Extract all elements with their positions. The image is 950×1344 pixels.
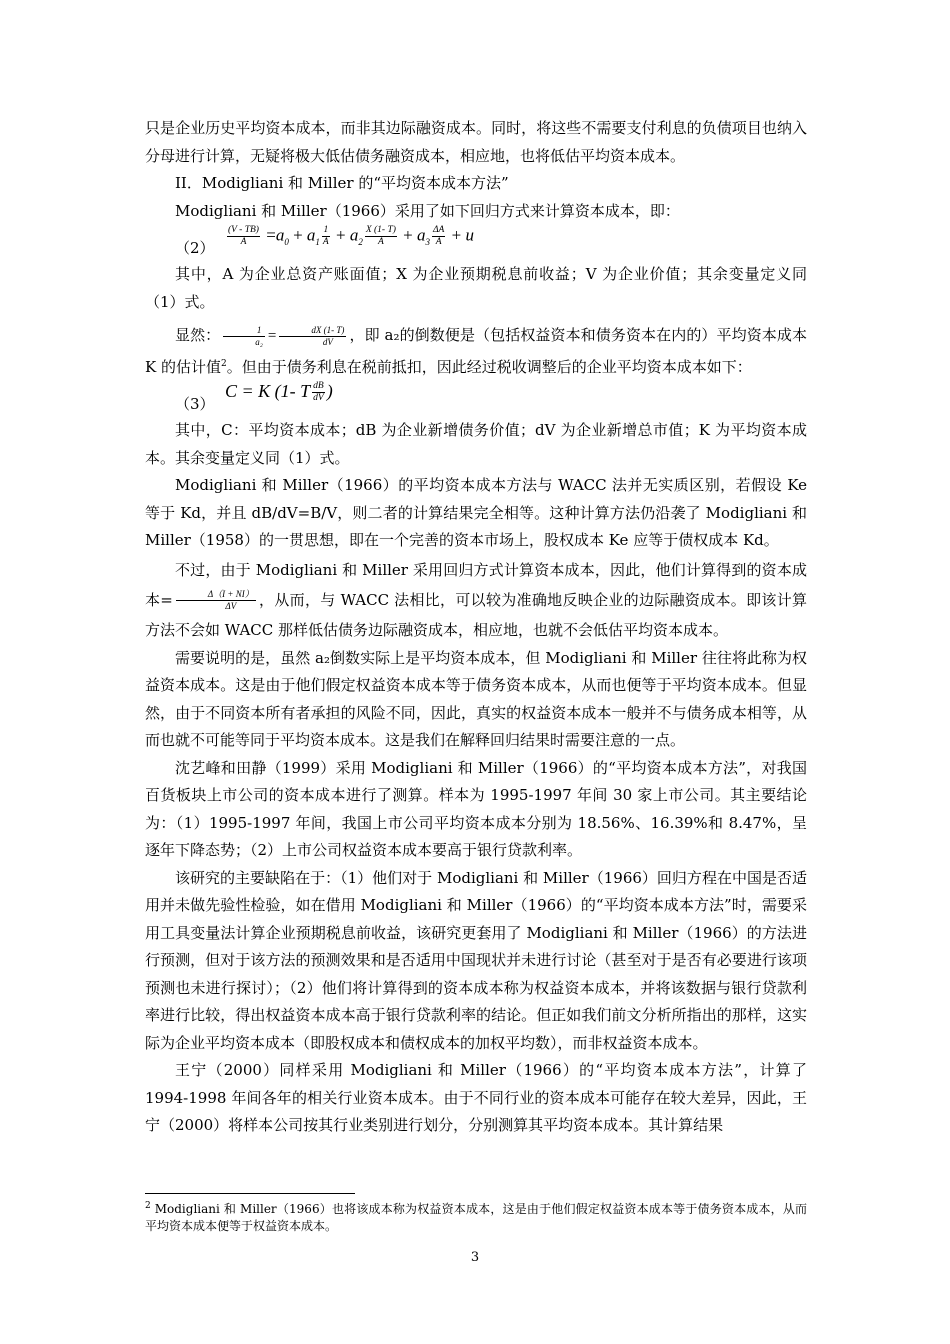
equation-number: （3） [175,395,215,413]
text-run: ，从而，与 WACC 法相比，可以较为准确地反映企业的边际融资成本。即该计算方法不会如 WACC 那样低估债务边际融资成本，相应地，也就不会低估平均资本成本。 [145,590,807,639]
variable: a [275,225,285,245]
denominator: A [240,237,247,247]
equation-text: C = K (1- T [225,381,311,401]
denominator: dV [322,336,333,347]
paragraph-3: 其中，A 为企业总资产账面值；X 为企业预期税息前收益；V 为企业价值；其余变量定义同（1）式。 [145,265,807,311]
fraction [279,325,346,348]
footnote-reference[interactable]: 2 [220,358,227,369]
paragraph-2: Modigliani 和 Miller（1966）采用了如下回归方式来计算资本成本，即： [175,201,680,220]
fraction [365,225,397,248]
plus-sign: + [403,225,413,245]
plus-sign: + [293,225,303,245]
variable: a [416,225,426,245]
denominator: A [435,237,442,247]
fraction [176,589,256,612]
denominator: ΔV [225,601,237,611]
numerator: dB [313,381,324,392]
equation-3-body [225,381,333,404]
footnote-mark: 2 [145,1201,151,1211]
numerator: 1 [223,325,265,337]
closing-paren: ) [326,381,333,401]
subscript: 2 [358,236,363,247]
numerator: X (1- T) [365,225,396,235]
text-run: 。但由于债务利息在税前抵扣，因此经过税收调整后的企业平均资本成本如下： [226,357,752,376]
variable: u [465,225,474,245]
footnote-text: Modigliani 和 Miller（1966）也将该成本称为权益资本成本，这是由于他们假定权益资本成本等于债务资本成本，从而平均资本成本便等于权益资本成本。 [145,1202,807,1233]
paragraph-11: 王宁（2000）同样采用 Modigliani 和 Miller（1966）的“平均资本成本方法”，计算了 1994-1998 年间各年的相关行业资本成本。由于不同行业的资本成本可能存在较大差异，因此，王宁（2000）将样本公司按其行业类别进行划分，分别测算其平均资本成本。其计算结果 [145,1061,807,1134]
variable: a [349,225,359,245]
denominator: A [377,237,384,247]
numerator: Δ（I + NI） [176,589,256,601]
plus-sign: + [335,225,346,245]
paragraph-5: 其中，C：平均资本成本；dB 为企业新增债务价值；dV 为企业新增总市值；K 为平均资本成本。其余变量定义同（1）式。 [145,421,807,467]
variable: a [306,225,316,245]
fraction [322,225,330,248]
fraction [223,325,265,348]
subscript: 0 [284,236,289,247]
footnote [145,1198,807,1235]
text-run: 显然： [175,326,221,344]
numerator: (V - TB) [228,225,259,235]
paragraph-6: Modigliani 和 Miller（1966）的平均资本成本方法与 WACC 法并无实质区别，若假设 Ke 等于 Kd，并且 dB/dV=B/V，则二者的计算结果完全相等。这种计算方法仍沿袭了 Modigliani 和 Miller（1958）的一贯思想，即在一个完善的资本市场上，股权成本 Ke 应等于债权成本 Kd。 [145,476,807,549]
footnote-separator [145,1193,355,1194]
numerator: ΔA [432,225,445,235]
text-run: 不过，由于 Modigliani 和 Miller 采用回归方式计算资本成本，因此，他们计算得到的资本成本= [145,560,807,609]
denominator: a₂ [255,336,263,347]
subscript: 1 [315,236,320,247]
paragraph-4 [145,322,807,381]
equals-sign: = [266,225,276,245]
numerator: dX (1- T) [279,325,346,337]
fraction [227,225,260,248]
fraction [432,225,445,248]
equation-2 [145,225,807,261]
equals-sign: = [267,328,277,344]
denominator: A [322,237,329,247]
fraction [312,381,325,404]
paragraph-1: 只是企业历史平均资本成本，而非其边际融资成本。同时，将这些不需要支付利息的负债项目也纳入分母进行计算，无疑将极大低估债务融资成本，相应地，也将低估平均资本成本。 [145,119,807,165]
paragraph-7 [145,555,807,645]
paragraph-9: 沈艺峰和田静（1999）采用 Modigliani 和 Miller（1966）的“平均资本成本方法”，对我国百货板块上市公司的资本成本进行了测算。样本为 1995-1997 年间 30 家上市公司。其主要结论为：（1）1995-1997 年间，我国上市公司平均资本成本分别为 18.56%、16.39%和 8.47%，呈逐年下降态势；（2）上市公司权益资本成本要高于银行贷款利率。 [145,758,807,859]
body-text [145,115,807,1140]
paragraph-10: 该研究的主要缺陷在于：（1）他们对于 Modigliani 和 Miller（1966）回归方程在中国是否适用并未做先验性检验，如在借用 Modigliani 和 Miller（1966）的“平均资本成本方法”时，需要采用工具变量法计算企业预期税息前收益，该研究更套用了 Modigliani 和 Miller（1966）的方法进行预测，但对于该方法的预测效果和是否适用中国现状并未进行讨论（甚至对于是否有必要进行该项预测也未进行探讨）；（2）他们将计算得到的资本成本称为权益资本成本，并将该数据与银行贷款利率进行比较，得出权益资本成本高于银行贷款利率的结论。但正如我们前文分析所指出的那样，这实际为企业平均资本成本（即股权成本和债权成本的加权平均数），而非权益资本成本。 [145,868,807,1052]
equation-3 [145,381,807,417]
section-heading: II．Modigliani 和 Miller 的“平均资本成本方法” [175,174,509,192]
equation-2-body [225,225,474,248]
numerator: 1 [323,225,329,235]
denominator: dV [313,393,324,404]
subscript: 3 [425,236,430,247]
plus-sign: + [451,225,462,245]
paragraph-8: 需要说明的是，虽然 a₂倒数实际上是平均资本成本，但 Modigliani 和 Miller 往往将此称为权益资本成本。这是由于他们假定权益资本成本等于债务资本成本，从而也便等于平均资本成本。但显然，由于不同资本所有者承担的风险不同，因此，真实的权益资本成本一般并不与债务成本相等，从而也就不可能等同于平均资本成本。这是我们在解释回归结果时需要注意的一点。 [145,648,807,749]
equation-number: （2） [175,239,215,257]
page-number: 3 [470,1250,480,1265]
text-run: ，即 a₂的倒数便是（包括权益资本和债务资本在内的）平均资本成本 K 的估计值 [145,326,807,376]
